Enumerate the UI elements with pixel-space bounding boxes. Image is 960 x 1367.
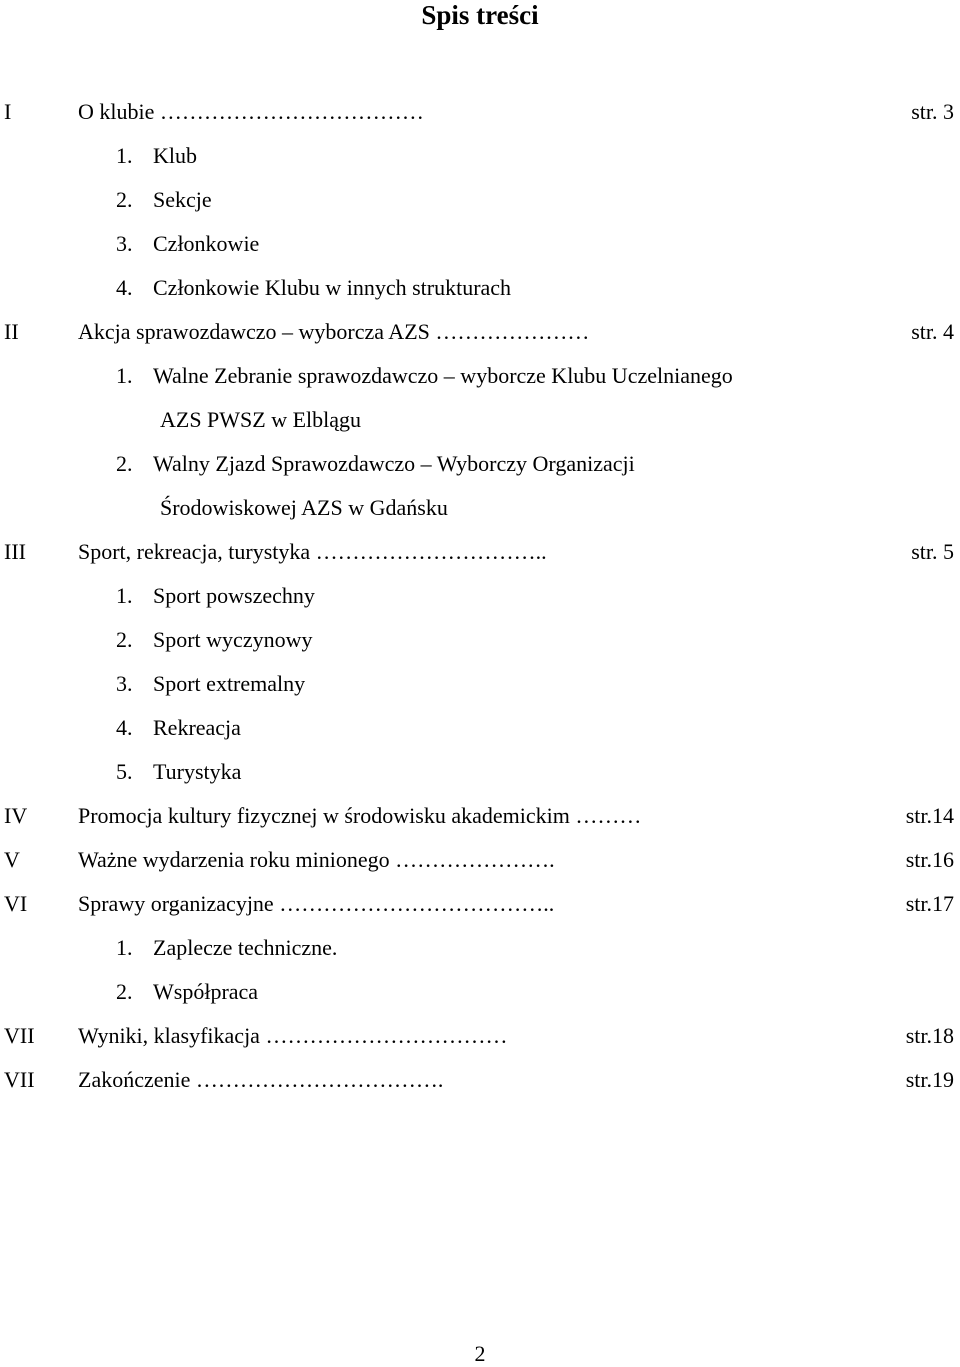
subitem-number: 2. — [116, 627, 133, 652]
toc-section — [0, 92, 960, 136]
subitem-number: 2. — [116, 187, 133, 212]
toc-subitem — [0, 488, 960, 532]
section-title: Zakończenie — [78, 1067, 191, 1092]
subitem-text: Zaplecze techniczne. — [153, 935, 338, 960]
section-page-ref: str. 4 — [911, 319, 954, 344]
subitem-number: 4. — [116, 715, 133, 740]
section-numeral: I — [4, 99, 12, 124]
section-numeral: VI — [4, 891, 28, 916]
toc-subitem — [0, 972, 960, 1016]
section-title-line — [78, 532, 547, 572]
section-title-line — [78, 796, 641, 836]
subitem-text: Sekcje — [153, 187, 212, 212]
toc-subitem — [0, 224, 960, 268]
toc-subitem — [0, 752, 960, 796]
section-title-line — [78, 312, 589, 352]
subitem-text: Walne Zebranie sprawozdawczo – wyborcze Klubu Uczelnianego — [153, 363, 733, 388]
toc-subitem — [0, 180, 960, 224]
section-title-line — [78, 92, 424, 132]
subitem-text-continued: Środowiskowej AZS w Gdańsku — [160, 495, 448, 520]
toc-section — [0, 312, 960, 356]
section-page-ref: str.16 — [905, 847, 954, 872]
subitem-text: Walny Zjazd Sprawozdawczo – Wyborczy Organizacji — [153, 451, 635, 476]
dot-leader: ………………… — [435, 319, 590, 344]
section-numeral: V — [4, 847, 20, 872]
subitem-number: 1. — [116, 143, 133, 168]
subitem-number: 1. — [116, 583, 133, 608]
subitem-text: Sport wyczynowy — [153, 627, 313, 652]
section-page-ref: str.14 — [905, 803, 954, 828]
page-number: 2 — [474, 1341, 486, 1366]
subitem-number: 1. — [116, 935, 133, 960]
toc-section — [0, 796, 960, 840]
subitem-text: Sport powszechny — [153, 583, 315, 608]
section-title-line — [78, 884, 554, 924]
toc-subitem — [0, 356, 960, 400]
dot-leader: ……………………………. — [195, 1067, 444, 1092]
subitem-text: Członkowie — [153, 231, 260, 256]
subitem-number: 2. — [116, 451, 133, 476]
dot-leader: …………………. — [395, 847, 555, 872]
dot-leader: ……………………………… — [159, 99, 424, 124]
section-title: Sport, rekreacja, turystyka — [78, 539, 311, 564]
section-numeral: VII — [4, 1023, 35, 1048]
section-title-line — [78, 1016, 507, 1056]
section-numeral: IV — [4, 803, 28, 828]
section-title-line — [78, 840, 555, 880]
section-numeral: III — [4, 539, 26, 564]
toc-subitem — [0, 664, 960, 708]
section-page-ref: str. 3 — [911, 99, 954, 124]
subitem-number: 1. — [116, 363, 133, 388]
subitem-number: 2. — [116, 979, 133, 1004]
section-title: Promocja kultury fizycznej w środowisku akademickim — [78, 803, 570, 828]
section-page-ref: str.19 — [905, 1067, 954, 1092]
subitem-text: Rekreacja — [153, 715, 241, 740]
subitem-number: 3. — [116, 231, 133, 256]
section-title: Wyniki, klasyfikacja — [78, 1023, 260, 1048]
toc-subitem — [0, 444, 960, 488]
section-title: Ważne wydarzenia roku minionego — [78, 847, 390, 872]
section-title: Akcja sprawozdawczo – wyborcza AZS — [78, 319, 430, 344]
section-title: Sprawy organizacyjne — [78, 891, 274, 916]
dot-leader: …………………………… — [265, 1023, 508, 1048]
section-page-ref: str. 5 — [911, 539, 954, 564]
section-numeral: VII — [4, 1067, 35, 1092]
subitem-text: Turystyka — [153, 759, 242, 784]
section-page-ref: str.17 — [905, 891, 954, 916]
toc-subitem — [0, 400, 960, 444]
toc-subitem — [0, 268, 960, 312]
toc-subitem — [0, 620, 960, 664]
toc-section — [0, 532, 960, 576]
dot-leader: ……………………………….. — [279, 891, 555, 916]
dot-leader: ………………………….. — [315, 539, 547, 564]
subitem-number: 5. — [116, 759, 133, 784]
subitem-number: 4. — [116, 275, 133, 300]
section-title-line — [78, 1060, 443, 1100]
dot-leader: ……… — [575, 803, 642, 828]
subitem-text: Klub — [153, 143, 197, 168]
toc-subitem — [0, 136, 960, 180]
table-of-contents — [0, 92, 960, 1104]
subitem-number: 3. — [116, 671, 133, 696]
subitem-text-continued: AZS PWSZ w Elblągu — [160, 407, 362, 432]
toc-section — [0, 840, 960, 884]
section-numeral: II — [4, 319, 19, 344]
toc-subitem — [0, 708, 960, 752]
toc-section — [0, 884, 960, 928]
subitem-text: Współpraca — [153, 979, 259, 1004]
toc-section — [0, 1016, 960, 1060]
subitem-text: Sport extremalny — [153, 671, 306, 696]
page-title: Spis treści — [421, 0, 539, 30]
section-title: O klubie — [78, 99, 155, 124]
subitem-text: Członkowie Klubu w innych strukturach — [153, 275, 512, 300]
toc-section — [0, 1060, 960, 1104]
toc-subitem — [0, 576, 960, 620]
section-page-ref: str.18 — [905, 1023, 954, 1048]
toc-subitem — [0, 928, 960, 972]
